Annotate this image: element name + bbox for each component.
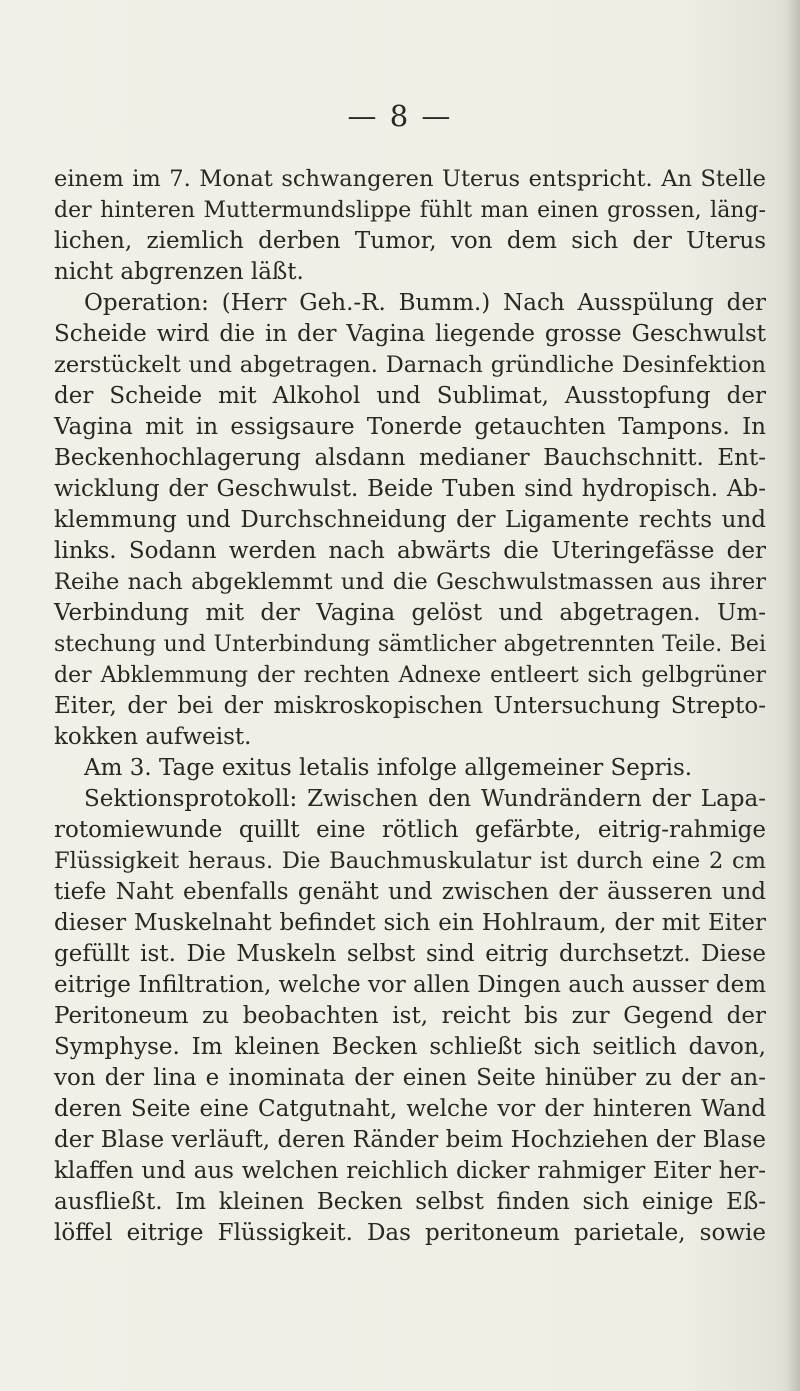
text-line: Beckenhochlagerung alsdann medianer Bauchschnitt. Ent- [54,445,766,471]
text-line: Eiter, der bei der miskroskopischen Untersuchung Strepto- [54,693,766,719]
text-line: zerstückelt und abgetragen. Darnach gründliche Desinfektion [54,352,766,378]
text-line: Reihe nach abgeklemmt und die Geschwulstmassen aus ihrer [54,569,766,595]
text-line: einem im 7. Monat schwangeren Uterus entspricht. An Stelle [54,166,766,192]
text-line: ausfließt. Im kleinen Becken selbst finden sich einige Eß- [54,1189,766,1215]
text-line: der Abklemmung der rechten Adnexe entleert sich gelbgrüner [54,663,766,688]
body-text [54,164,766,1249]
text-line: Am 3. Tage exitus letalis infolge allgemeiner Sepris. [84,755,693,781]
text-line: kokken aufweist. [54,724,252,750]
text-line: der Scheide mit Alkohol und Sublimat, Ausstopfung der [54,383,766,409]
page-number-header: — 8 — [347,99,453,133]
text-line: nicht abgrenzen läßt. [54,259,304,285]
text-line: Sektionsprotokoll: Zwischen den Wundrändern der Lapa- [84,786,766,812]
text-line: gefüllt ist. Die Muskeln selbst sind eitrig durchsetzt. Diese [54,941,766,967]
text-line: lichen, ziemlich derben Tumor, von dem sich der Uterus [54,228,766,254]
text-line: Verbindung mit der Vagina gelöst und abgetragen. Um- [54,600,766,626]
text-line: der hinteren Muttermundslippe fühlt man einen grossen, läng- [54,198,766,223]
text-line: Scheide wird die in der Vagina liegende grosse Geschwulst [54,321,766,347]
text-line: tiefe Naht ebenfalls genäht und zwischen der äusseren und [54,879,766,905]
text-line: dieser Muskelnaht befindet sich ein Hohlraum, der mit Eiter [54,910,766,936]
text-line: Flüssigkeit heraus. Die Bauchmuskulatur ist durch eine 2 cm [54,848,766,874]
text-line: Peritoneum zu beobachten ist, reicht bis zur Gegend der [54,1003,766,1029]
text-line: Vagina mit in essigsaure Tonerde getauchten Tampons. In [54,414,766,440]
text-line: löffel eitrige Flüssigkeit. Das peritoneum parietale, sowie [54,1220,766,1246]
text-line: deren Seite eine Catgutnaht, welche vor der hinteren Wand [54,1096,766,1122]
page-edge-shadow [786,0,800,1391]
text-line: von der lina e inominata der einen Seite hinüber zu der an- [54,1065,766,1091]
text-line: stechung und Unterbindung sämtlicher abgetrennten Teile. Bei [54,632,766,657]
text-line: klemmung und Durchschneidung der Ligamente rechts und [54,507,766,533]
text-line: Symphyse. Im kleinen Becken schließt sich seitlich davon, [54,1034,766,1060]
text-line: links. Sodann werden nach abwärts die Uteringefässe der [54,538,766,564]
text-line: klaffen und aus welchen reichlich dicker rahmiger Eiter her- [54,1158,766,1184]
text-line: der Blase verläuft, deren Ränder beim Hochziehen der Blase [54,1127,766,1153]
text-line: wicklung der Geschwulst. Beide Tuben sind hydropisch. Ab- [54,476,766,502]
text-line: Operation: (Herr Geh.-R. Bumm.) Nach Ausspülung der [84,290,766,316]
text-line: rotomiewunde quillt eine rötlich gefärbte, eitrig-rahmige [54,817,766,843]
text-line: eitrige Infiltration, welche vor allen Dingen auch ausser dem [54,972,767,998]
